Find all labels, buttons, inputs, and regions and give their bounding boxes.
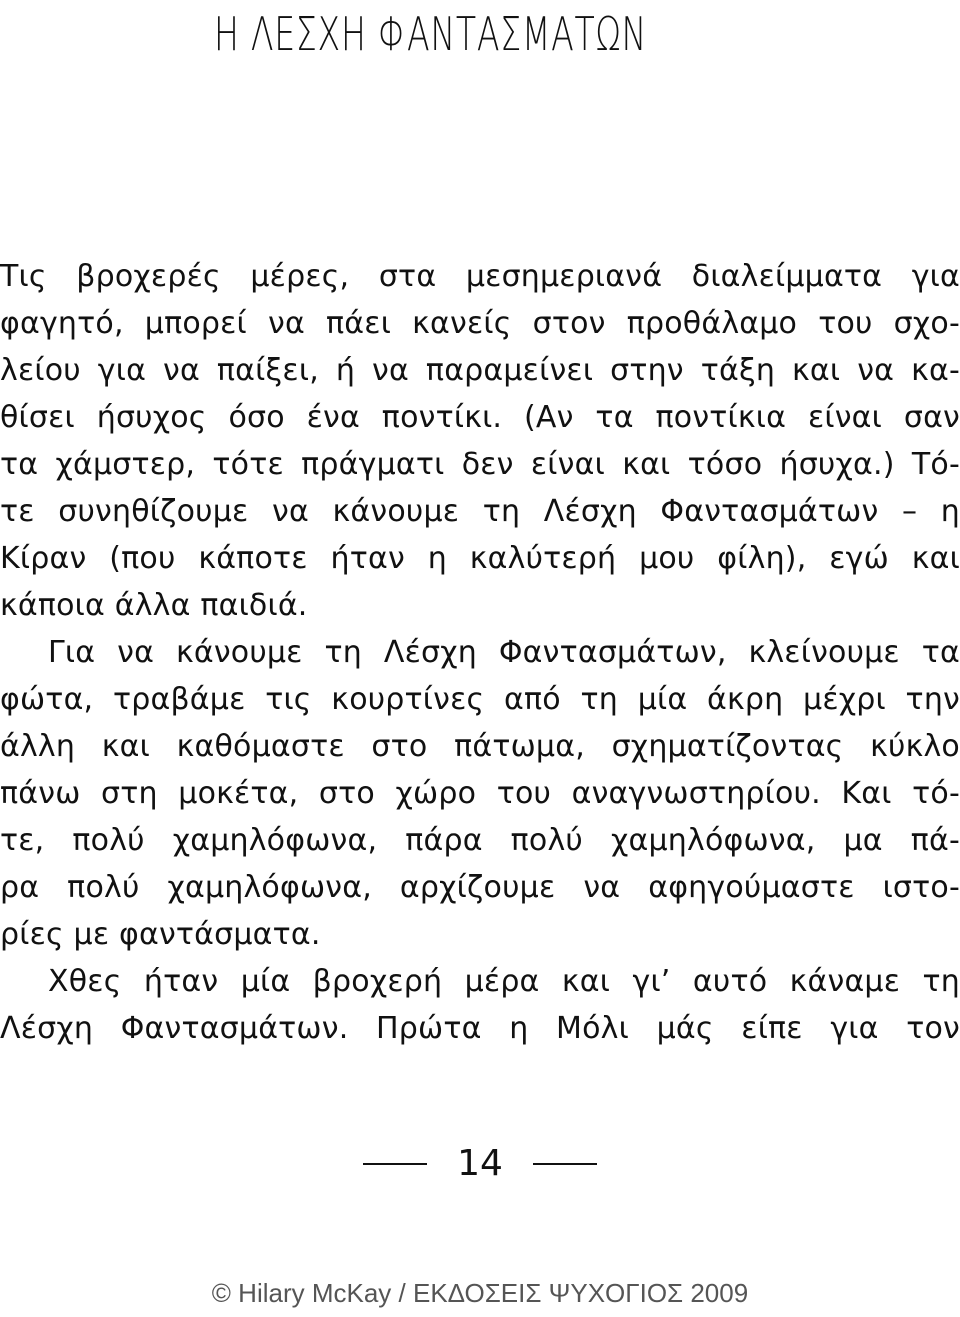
text-line: Για να κάνουμε τη Λέσχη Φαντασμάτων, κλείνουμε τα xyxy=(48,635,960,670)
text-line: Τις βροχερές μέρες, στα μεσημεριανά διαλείμματα για xyxy=(0,259,960,294)
text-line: άλλη και καθόμαστε στο πάτωμα, σχηματίζοντας κύκλο xyxy=(0,729,960,764)
text-line: ρίες με φαντάσματα. xyxy=(0,917,321,952)
text-line: τα χάμστερ, τότε πράγματι δεν είναι και τόσο ήσυχα.) Τό- xyxy=(0,447,960,482)
body-text xyxy=(0,253,960,1052)
page-folio xyxy=(0,1140,960,1188)
text-line: Χθες ήταν μία βροχερή μέρα και γι’ αυτό κάναμε τη xyxy=(48,964,960,999)
running-head-title: Η ΛΕΣΧΗ ΦΑΝΤΑΣΜΑΤΩΝ xyxy=(214,7,648,61)
text-line: φώτα, τραβάμε τις κουρτίνες από τη μία άκρη μέχρι την xyxy=(0,682,960,717)
folio-dash-left xyxy=(363,1163,427,1165)
text-line: θίσει ήσυχος όσο ένα ποντίκι. (Αν τα ποντίκια είναι σαν xyxy=(0,400,960,435)
text-line: ρα πολύ χαμηλόφωνα, αρχίζουμε να αφηγούμαστε ιστο- xyxy=(0,870,960,905)
folio-dash-right xyxy=(533,1163,597,1165)
text-line: πάνω στη μοκέτα, στο χώρο του αναγνωστηρίου. Και τό- xyxy=(0,776,960,811)
text-line: τε, πολύ χαμηλόφωνα, πάρα πολύ χαμηλόφωνα, μα πά- xyxy=(0,823,960,858)
text-line: τε συνηθίζουμε να κάνουμε τη Λέσχη Φαντασμάτων – η xyxy=(0,494,960,529)
text-line: Κίραν (που κάποτε ήταν η καλύτερή μου φίλη), εγώ και xyxy=(0,541,960,576)
text-line: λείου για να παίξει, ή να παραμείνει στην τάξη και να κα- xyxy=(0,353,960,388)
copyright-notice: © Hilary McKay / ΕΚΔΟΣΕΙΣ ΨΥΧΟΓΙΟΣ 2009 xyxy=(211,1278,749,1308)
text-line: Λέσχη Φαντασμάτων. Πρώτα η Μόλι μάς είπε για τον xyxy=(0,1011,960,1046)
text-line: κάποια άλλα παιδιά. xyxy=(0,588,308,623)
text-line: φαγητό, μπορεί να πάει κανείς στον προθάλαμο του σχο- xyxy=(0,306,960,341)
page-number: 14 xyxy=(457,1143,503,1184)
